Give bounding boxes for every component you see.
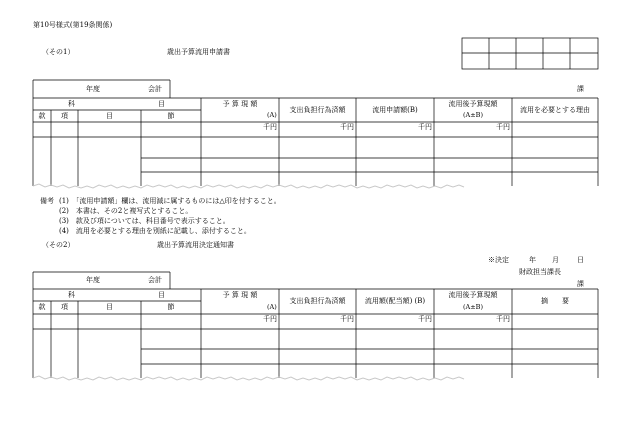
form1-col-after: 流用後予算現額 bbox=[448, 100, 498, 108]
form2-col-after: 流用後予算現額 bbox=[448, 291, 498, 299]
form2-col-after-sub: (A±B) bbox=[463, 302, 483, 311]
form1-title: 歳出予算流用申請書 bbox=[167, 48, 230, 56]
form2-day-char: 日 bbox=[577, 256, 584, 264]
form1-year-label: 年度 bbox=[86, 85, 100, 93]
form2-unit-request: 千円 bbox=[418, 314, 432, 323]
form1-unit-after: 千円 bbox=[496, 122, 510, 131]
torn-edge-2 bbox=[33, 376, 464, 380]
form2-section-label: 課 bbox=[577, 280, 584, 288]
form1-col-kan: 款 bbox=[38, 111, 46, 120]
form2-col-kan: 款 bbox=[38, 303, 46, 311]
form1-col-request: 流用申請額(B) bbox=[372, 105, 418, 114]
form1-unit-commit: 千円 bbox=[340, 122, 354, 131]
form-number: 第10号様式(第19条関係) bbox=[33, 21, 113, 29]
form2-col-request: 流用額(配当額) (B) bbox=[364, 297, 426, 305]
form2-moku-label: 目 bbox=[158, 291, 165, 299]
form1-col-moku: 目 bbox=[106, 111, 113, 120]
form2-part-label: （その2） bbox=[42, 241, 75, 249]
remarks-item-4: (4) 流用を必要とする理由を別紙に記載し、添付すること。 bbox=[59, 227, 251, 235]
form2-col-moku: 目 bbox=[106, 303, 113, 311]
form1-part-label: （その1） bbox=[42, 48, 75, 56]
form1-col-budget-sub: (A) bbox=[267, 111, 277, 119]
form2-col-budget: 予 算 現 額 bbox=[222, 291, 258, 299]
form1-col-kou: 項 bbox=[61, 111, 68, 120]
remarks-item-3: (3) 款及び項については、科目番号で表示すること。 bbox=[59, 217, 230, 225]
form1-col-after-sub: (A±B) bbox=[463, 110, 483, 119]
form2-col-setsu: 節 bbox=[167, 303, 175, 311]
form2-title: 歳出予算流用決定通知書 bbox=[157, 241, 234, 249]
remarks-label: 備考 bbox=[40, 197, 54, 205]
form1-unit-request: 千円 bbox=[418, 122, 432, 131]
torn-edge-1 bbox=[33, 184, 464, 188]
form2-finance-chief: 財政担当課長 bbox=[519, 268, 561, 276]
form2-decision-label: ※決定 bbox=[488, 256, 509, 264]
form1-kamoku-label: 科 bbox=[68, 100, 75, 108]
form1-col-commit: 支出負担行為済額 bbox=[289, 105, 346, 114]
form1-col-setsu: 節 bbox=[167, 111, 175, 120]
form1-section-label: 課 bbox=[577, 85, 584, 93]
remarks-item-2: (2) 本書は、その2と複写式とすること。 bbox=[59, 207, 193, 215]
form2-unit-commit: 千円 bbox=[340, 314, 354, 323]
form2-account-label: 会計 bbox=[148, 276, 162, 284]
form1-moku-label: 目 bbox=[158, 100, 165, 108]
form2-unit-after: 千円 bbox=[496, 314, 510, 323]
form1-account-label: 会計 bbox=[148, 85, 162, 93]
form1-col-reason: 流用を必要とする理由 bbox=[520, 105, 590, 114]
form2-year-char: 年 bbox=[529, 256, 536, 264]
form2-kamoku-label: 科 bbox=[68, 291, 75, 299]
form2-unit-budget: 千円 bbox=[263, 314, 277, 323]
form2-month-char: 月 bbox=[552, 256, 559, 264]
form2-year-label: 年度 bbox=[86, 276, 100, 284]
form1-unit-budget: 千円 bbox=[263, 122, 277, 131]
form2-col-summary: 摘 要 bbox=[541, 297, 569, 305]
form1-col-budget: 予 算 現 額 bbox=[222, 100, 258, 108]
form2-col-budget-sub: (A) bbox=[267, 303, 277, 311]
form2-col-commit: 支出負担行為済額 bbox=[289, 297, 346, 305]
form2-col-kou: 項 bbox=[61, 303, 68, 311]
remarks-item-1: (1) 「流用申請額」欄は、流用減に属するものには△印を付すること。 bbox=[59, 197, 281, 205]
